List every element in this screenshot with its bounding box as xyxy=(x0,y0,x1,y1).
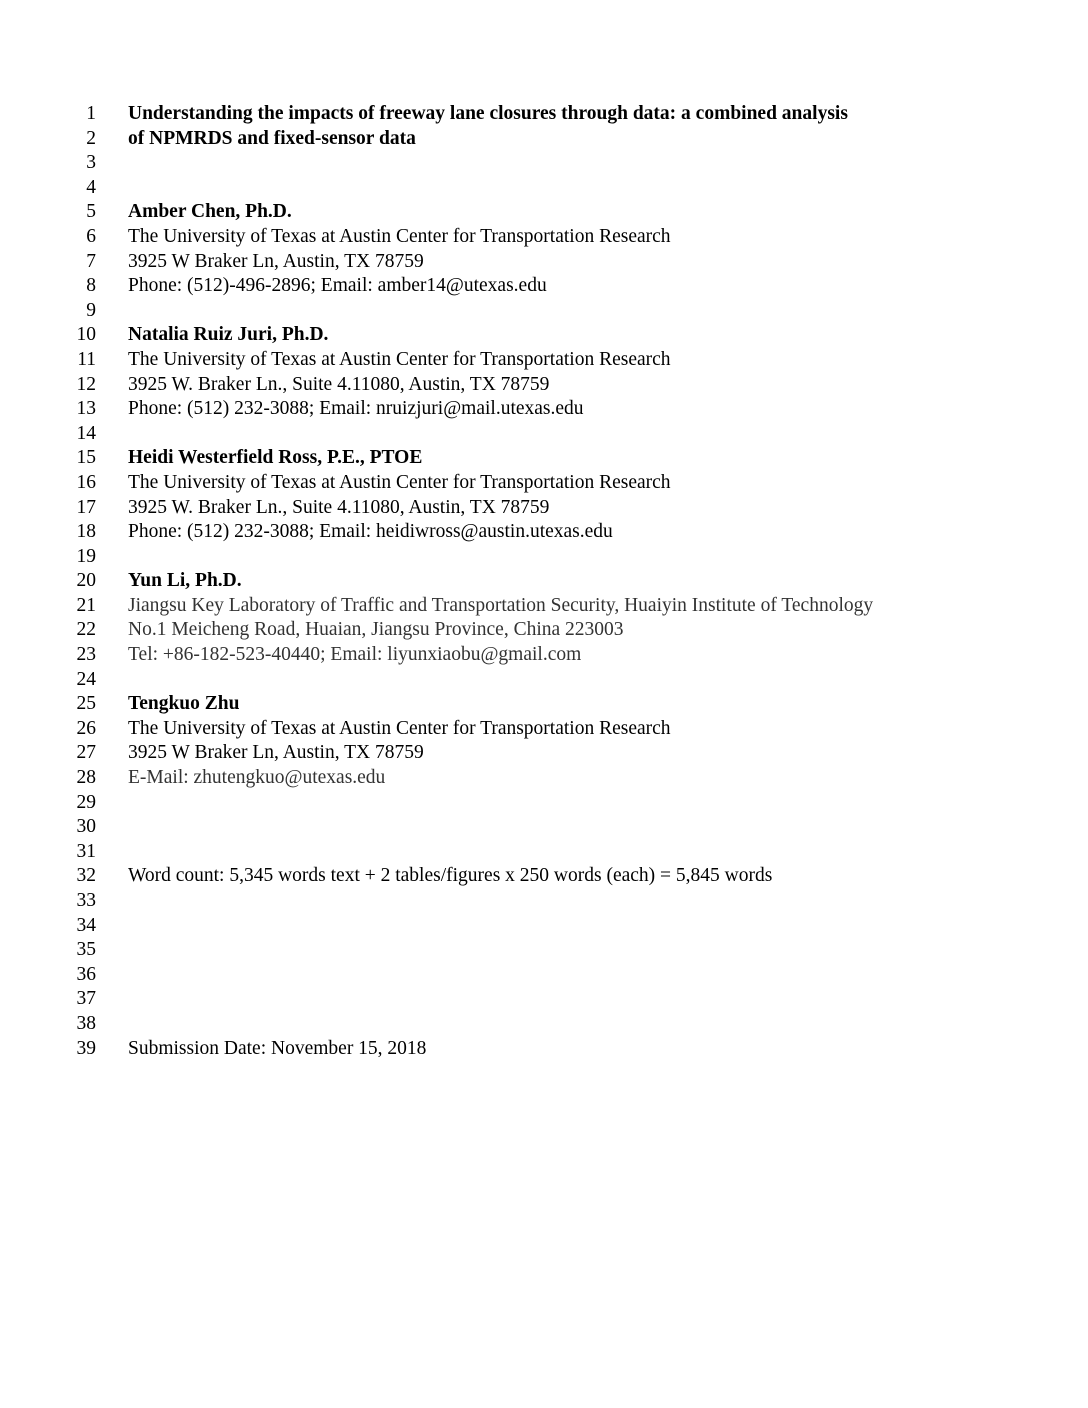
line-number: 23 xyxy=(76,644,96,666)
document-line xyxy=(0,250,1088,275)
document-line xyxy=(0,127,1088,152)
document-line xyxy=(0,717,1088,742)
document-line xyxy=(0,569,1088,594)
document-line xyxy=(0,963,1088,988)
line-text: The University of Texas at Austin Center for Transportation Research xyxy=(128,471,671,493)
line-number: 37 xyxy=(76,988,96,1010)
line-number: 27 xyxy=(76,742,96,764)
line-number: 10 xyxy=(76,324,96,346)
document-line xyxy=(0,791,1088,816)
document-line xyxy=(0,889,1088,914)
line-number: 25 xyxy=(76,693,96,715)
line-number: 4 xyxy=(86,176,96,198)
line-number: 6 xyxy=(86,225,96,247)
title-page-lines xyxy=(0,102,1088,1061)
line-text: Yun Li, Ph.D. xyxy=(128,570,242,592)
line-text: 3925 W. Braker Ln., Suite 4.11080, Austin, TX 78759 xyxy=(128,373,550,395)
line-number: 19 xyxy=(76,545,96,567)
line-number: 9 xyxy=(86,299,96,321)
line-number: 5 xyxy=(86,201,96,223)
document-line xyxy=(0,151,1088,176)
document-line xyxy=(0,446,1088,471)
line-text: No.1 Meicheng Road, Huaian, Jiangsu Province, China 223003 xyxy=(128,619,624,641)
document-line xyxy=(0,397,1088,422)
line-text: The University of Texas at Austin Center for Transportation Research xyxy=(128,348,671,370)
document-line xyxy=(0,618,1088,643)
line-number: 26 xyxy=(76,717,96,739)
line-number: 39 xyxy=(76,1037,96,1059)
line-text: 3925 W. Braker Ln., Suite 4.11080, Austin, TX 78759 xyxy=(128,496,550,518)
line-text: Submission Date: November 15, 2018 xyxy=(128,1037,427,1059)
line-text: Phone: (512)-496-2896; Email: amber14@utexas.edu xyxy=(128,275,547,297)
document-line xyxy=(0,766,1088,791)
line-number: 20 xyxy=(76,570,96,592)
line-number: 21 xyxy=(76,594,96,616)
line-number: 16 xyxy=(76,471,96,493)
line-number: 29 xyxy=(76,791,96,813)
line-number: 36 xyxy=(76,963,96,985)
line-text: 3925 W Braker Ln, Austin, TX 78759 xyxy=(128,250,424,272)
line-number: 18 xyxy=(76,521,96,543)
line-number: 11 xyxy=(77,348,96,370)
line-text: E-Mail: zhutengkuo@utexas.edu xyxy=(128,767,386,789)
document-line xyxy=(0,741,1088,766)
line-text: Jiangsu Key Laboratory of Traffic and Transportation Security, Huaiyin Institute of Technology xyxy=(128,594,874,616)
line-text: Phone: (512) 232-3088; Email: heidiwross@austin.utexas.edu xyxy=(128,521,613,543)
line-number: 28 xyxy=(76,767,96,789)
line-text: Tengkuo Zhu xyxy=(128,693,240,715)
line-text: of NPMRDS and fixed-sensor data xyxy=(128,127,416,149)
document-line xyxy=(0,496,1088,521)
line-text: The University of Texas at Austin Center for Transportation Research xyxy=(128,225,671,247)
line-number: 30 xyxy=(76,816,96,838)
line-number: 22 xyxy=(76,619,96,641)
line-number: 3 xyxy=(86,152,96,174)
line-number: 7 xyxy=(86,250,96,272)
document-line xyxy=(0,914,1088,939)
document-line xyxy=(0,1012,1088,1037)
line-number: 32 xyxy=(76,865,96,887)
document-line xyxy=(0,299,1088,324)
line-number: 13 xyxy=(76,398,96,420)
document-line xyxy=(0,102,1088,127)
document-line xyxy=(0,692,1088,717)
document-line xyxy=(0,200,1088,225)
document-line xyxy=(0,668,1088,693)
line-number: 24 xyxy=(76,668,96,690)
document-line xyxy=(0,323,1088,348)
line-number: 1 xyxy=(86,103,96,124)
line-number: 14 xyxy=(76,422,96,444)
document-line xyxy=(0,471,1088,496)
line-text: Heidi Westerfield Ross, P.E., PTOE xyxy=(128,447,423,469)
document-line xyxy=(0,643,1088,668)
line-text: The University of Texas at Austin Center for Transportation Research xyxy=(128,717,671,739)
line-number: 17 xyxy=(76,496,96,518)
line-number: 12 xyxy=(76,373,96,395)
line-text: 3925 W Braker Ln, Austin, TX 78759 xyxy=(128,742,424,764)
document-line xyxy=(0,815,1088,840)
line-number: 8 xyxy=(86,275,96,297)
document-line xyxy=(0,348,1088,373)
document-line xyxy=(0,225,1088,250)
line-text: Tel: +86-182-523-40440; Email: liyunxiaobu@gmail.com xyxy=(128,644,582,666)
document-line xyxy=(0,520,1088,545)
document-line xyxy=(0,594,1088,619)
document-line xyxy=(0,545,1088,570)
line-text: Natalia Ruiz Juri, Ph.D. xyxy=(128,324,329,346)
document-line xyxy=(0,938,1088,963)
document-line xyxy=(0,840,1088,865)
line-number: 15 xyxy=(76,447,96,469)
line-number: 31 xyxy=(76,840,96,862)
line-number: 2 xyxy=(86,127,96,149)
document-line xyxy=(0,987,1088,1012)
line-number: 34 xyxy=(76,914,96,936)
document-line xyxy=(0,373,1088,398)
document-line xyxy=(0,1037,1088,1062)
line-text: Word count: 5,345 words text + 2 tables/figures x 250 words (each) = 5,845 words xyxy=(128,865,773,887)
document-line xyxy=(0,864,1088,889)
document-line xyxy=(0,176,1088,201)
line-number: 35 xyxy=(76,939,96,961)
document-line xyxy=(0,274,1088,299)
line-number: 33 xyxy=(76,890,96,911)
line-text: Phone: (512) 232-3088; Email: nruizjuri@mail.utexas.edu xyxy=(128,398,584,420)
line-number: 38 xyxy=(76,1012,96,1034)
document-line xyxy=(0,422,1088,447)
line-text: Amber Chen, Ph.D. xyxy=(128,201,292,223)
line-text: Understanding the impacts of freeway lane closures through data: a combined analysis xyxy=(128,103,848,124)
